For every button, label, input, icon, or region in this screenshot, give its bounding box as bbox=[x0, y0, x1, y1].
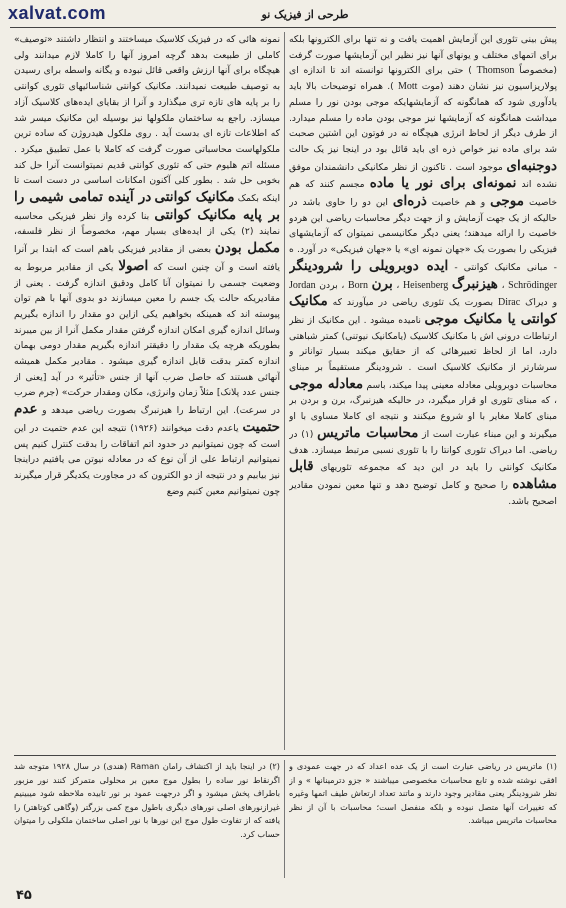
body-text: ) حتی برای الکترونها توانسته اند تا اندازه ای پولاریزاسیون نیز نشان دهند (موت bbox=[289, 65, 557, 93]
header-rule bbox=[10, 27, 556, 28]
body-text: مجسم کنند که هم خاصیت bbox=[289, 179, 557, 209]
body-text: ه - مبانی مکانیک کوانتی - bbox=[289, 244, 557, 273]
body-text: یکی از مقادیر مربوط به وضعیت جسمی را نمیتوان آنا کامل ودقیق اندازه گرفت . یعنی از مقادیریکه حالت یک جسم را معین میسازند دو بدوی آنها با هم توان پیوسته اند که همینکه بخواهیم یکی ازاین دو مقدار را اندازه بگیریم وسائل اندازه گیری امکان اندازه گرفتن مقدار مکمل آنرا از بین میبرند بطوریکه هرچه یک مقدار را دقیقتر اندازه بگیریم مقدار دومی بهمان اندازه کمتر بدقت قابل اندازه گیری میشود . مقادیر مکمل همیشه آنهائی هستند که حاصل ضرب آنها از جنس «تأثیر» در آید [یعنی از جنس عدد پلانک] مثلاً زمان وانرژی، مکان ومقدار حرکت» (جرم ضرب در سرعت). bbox=[14, 261, 280, 417]
footnote-2: (۲) در اینجا باید از اکتشاف رامان Raman (هندی) در سال ۱۹۲۸ متوجه شد اگرنقاط نور ساده را بطول موج معین بر محلولی متمرکز کنند نور مزبور باطراف پخش میشود و اگر درجهت عمود بر نور تابیده ملاحظه شود میبینیم غیرازنورهای اصلی نورهای دیگری باطول موج کمی بزرگتر (وگاهی کوتاهتر) را یافته که از تفاوت طول موج این نورها با نور اصلی ساختمان ملکولی را میتوان حساب کرد. bbox=[14, 761, 280, 839]
body-text: (۱) در ریاضی. اما دیراک تئوری کوانتا را با تئوری نسبی مرتبط میسازد. هدف مکانیک کوانتی را باید در این دید که مجموعه تئوریهای bbox=[289, 428, 557, 474]
emphasized-term: قابل مشاهده bbox=[289, 458, 557, 492]
latin-name: Thomson bbox=[476, 65, 515, 77]
body-text: یاعدم دقت میخوانند (۱۹۲۶) نتیجه این عدم حتمیت در این است که چون نمیتوانیم در حدود اتم اتفاقات را بدقت کنترل کنیم پس نمیتوانیم ارتباط علی از آن نوع که در معادله نیوتن می یافتیم دراینجا نیز بیابیم و در نتیجه از دو الکترون که در مجاورت یکدیگر قرار میگیرند چون نمیتوانیم معین کنیم وضع bbox=[14, 422, 280, 497]
latin-name: Dirac bbox=[497, 297, 521, 309]
body-text: بنا کرده واز نظر فیزیکی محاسبه نمایند (۲) bbox=[14, 210, 280, 238]
emphasized-term: موجی bbox=[490, 193, 524, 210]
watermark: xalvat.com bbox=[8, 3, 107, 23]
column-text bbox=[289, 32, 557, 509]
emphasized-term: اصولا bbox=[118, 257, 149, 274]
body-text: ، bbox=[396, 279, 400, 291]
latin-name: Heisenberg bbox=[402, 279, 449, 291]
body-text: مکانیک کوانتی شناسائیهای تئوری کوانتی را بر پایه های تازه تری میگذارد و آنرا از بقایای ایده‌های کلاسیک آزاد میسازد. راجع به ساختمان ملکولها نیز بوسیله این مکانیک میسر شد که اطلاعات تازه ای بدست آید . روی ملکول هیدروژن که ساده ترین ملکولهاست محاسباتی صورت گرفت که کاملا با عمل تطبیق میکرد . مسئله اتم هلیوم حتی که تئوری کوانتی قدیم نمیتوانست آنرا حل کند بخوبی حل شد . بطور کلی آکنون امکانات اساسی در دست است تا اینکه بکمک bbox=[14, 81, 280, 205]
body-text: این ارتباط را هیزنبرگ بصورت ریاضی میدهد و bbox=[42, 405, 229, 417]
emphasized-term: برن bbox=[371, 275, 393, 292]
emphasized-term: مکانیک کوانتی bbox=[154, 189, 235, 206]
body-text: ، bbox=[501, 279, 505, 291]
footnotes-rule bbox=[14, 755, 556, 756]
body-text: یکی از ایده‌های بسیار مهم، مخصوصاً از نظر فلسفه، bbox=[14, 226, 236, 238]
emphasized-term: عدم حتمیت bbox=[14, 401, 280, 435]
emphasized-term: محاسبات ماتریس bbox=[317, 424, 419, 441]
body-text: همراه توضیحات بالا باید یادآوری شود که همانگونه که آزمایشهایکه موجی بودن نور را مسلم میداشت همانگونه که آزمایشها نیز موجی بودن ماده را مسلم میدارد. از طرف دیگر از لحاظ انرژی هیچگاه نه در فوتون این اشتین صحبت شد برای ماده نیز خواص ذره ای باید قائل بود در اینجا نیز یک حالت bbox=[289, 81, 557, 155]
body-text: ، بردن bbox=[319, 279, 345, 291]
latin-name: Jordan bbox=[289, 279, 316, 291]
body-text: و هم خاصیت bbox=[431, 197, 486, 209]
emphasized-term: هیزنبرگ bbox=[451, 275, 498, 292]
emphasized-term: در آینده تمامی شیمی را بر پایه مکانیک کوانتی bbox=[14, 189, 280, 223]
body-text: این دو را حاوی باشد در حالیکه از یک جهت آزمایش و از جهت دیگر محاسبات ریاضی این هردو خاصیت را ارائه میدهند؛ یعنی دیگر مکانیسمی نمیتوان که آزمایشهای فیزیکی را بصورت یک «جهان نمونه ای» یا «جهان فیزیکی» در آورد. bbox=[289, 197, 557, 256]
footnote-1: (۱) ماتریس در ریاضی عبارت است از یک عده اعداد که در جهت عمودی و افقی نوشته شده و تابع محاسبات مخصوصی میباشند « جزو دترمینانها » و از نظر شرودینگر یعنی مقادیر وجود دارند و ماتند تعداد ارتعاش طیف اتمها وغیره که تغییرات آنها متصل نبوده و بلکه منفصل است؛ محاسبات با آن از نظر محاسبات ماتریس میباشد. bbox=[289, 761, 557, 826]
left-column bbox=[14, 32, 280, 742]
column-text bbox=[14, 32, 280, 499]
body-text: نمونه هائی که در فیزیک کلاسیک میساختند و انتظار داشتند «توصیف» کاملی از طبیعت بدهد گرچه امروز آنها را کاملا لازم میدانند ولی هیچگاه برای آنها ارزش واقعی قائل نبوده و یگانه واسطه برای رسیدن به توصیف طبیعت نمیدانند. bbox=[14, 34, 280, 93]
body-text: نامیده میشود . این مکانیک از نظر ارتباطات درونی اش با مکانیک کلاسیک (یامکانیک نیوتنی) کمتر شباهتی دارد، اما از لحاظ تعبیرهائی که از حقایق میکند بسیار تواناتر و سرشارتر از مکانیک کلاسیک است . شرودینگر مستقیماً بر مبنای محاسبات دوبرویلی معادله معینی پیدا میکند، باسم bbox=[289, 314, 557, 391]
body-text: ، که مبنای تئوری او قرار میگیرد، در حالیکه هیزنبرگ، برن و بردن بر مبنای کاملا مغایر با او شروع میکنند و نتیجه ای کاملا مساوی با او میگیرند و این مبناء عبارت است از bbox=[289, 395, 557, 440]
emphasized-term: ایده دوبرویلی را شرودینگر bbox=[289, 257, 449, 274]
column-divider bbox=[284, 32, 285, 750]
running-head: طرحی از فیزیک نو bbox=[261, 8, 349, 21]
body-text: را صحیح و کامل توضیح دهد و تنها معین نمودن مقادیر اصحیح باشد. bbox=[289, 479, 557, 507]
body-text: بعضی از مقادیر فیزیکی باهم است که ابتدا بر آنرا یافته است و آن چنین است که bbox=[14, 244, 280, 273]
body-text: ). bbox=[387, 81, 394, 93]
latin-name: Schrödinger bbox=[508, 279, 557, 291]
body-text: موجود است . تاکنون از نظر مکانیکی دانشمندان موفق نشده اند bbox=[289, 161, 557, 191]
right-column bbox=[289, 32, 557, 742]
page-number: ۴۵ bbox=[16, 888, 32, 903]
emphasized-term: نمونه‌ای برای نور یا ماده bbox=[369, 175, 517, 192]
footnote-divider bbox=[284, 760, 285, 878]
emphasized-term: مکمل بودن bbox=[214, 240, 280, 257]
body-text: پیش بینی تئوری این آزمایش اهمیت یافت و نه تنها برای الکترونها بلکه برای اتمهای مختلف و یونهای آنها نیز نظیر این آزمایشها صورت گرفت (مخصوصاً bbox=[289, 34, 557, 77]
emphasized-term: دوجنبه‌ای bbox=[506, 157, 557, 174]
emphasized-term: معادله موجی bbox=[289, 375, 364, 392]
latin-name: Mott bbox=[398, 81, 418, 93]
body-text: بصورت یک تئوری ریاضی در میآورند که bbox=[332, 297, 494, 309]
body-text: و دیراک bbox=[525, 297, 557, 309]
latin-name: Born bbox=[347, 279, 368, 291]
emphasized-term: مکانیک کوانتی یا مکانیک موجی bbox=[289, 293, 557, 327]
emphasized-term: ذره‌ای bbox=[392, 193, 427, 210]
